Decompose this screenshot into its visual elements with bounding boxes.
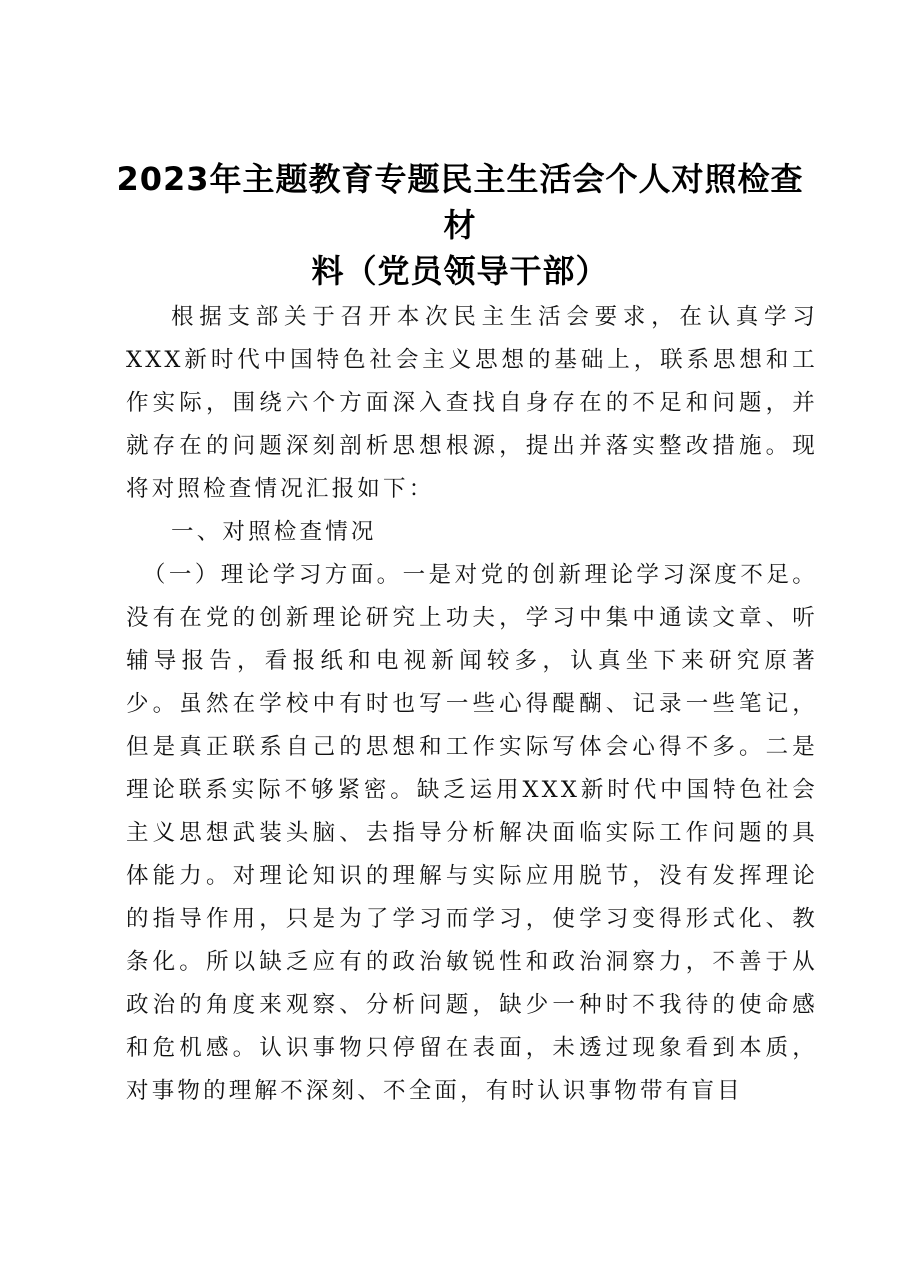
title-line-2: 料（党员领导干部） (311, 252, 609, 290)
intro-paragraph: 根据支部关于召开本次民主生活会要求，在认真学习XXX新时代中国特色社会主义思想的基础上，联系思想和工作实际，围绕六个方面深入查找自身存在的不足和问题，并就存在的问题深刻剖析思想根源，提出并落实整改措施。现将对照检查情况汇报如下： (126, 304, 818, 502)
title-line-1: 2023年主题教育专题民主生活会个人对照检查材 (116, 160, 804, 244)
theory-study-paragraph: （一）理论学习方面。一是对党的创新理论学习深度不足。没有在党的创新理论研究上功夫，学习中集中通读文章、听辅导报告，看报纸和电视新闻较多，认真坐下来研究原著少。虽然在学校中有时也写一些心得醍醐、记录一些笔记，但是真正联系自己的思想和工作实际写体会心得不多。二是理论联系实际不够紧密。缺乏运用XXX新时代中国特色社会主义思想武装头脑、去指导分析解决面临实际工作问题的具体能力。对理论知识的理解与实际应用脱节，没有发挥理论的指导作用，只是为了学习而学习，使学习变得形式化、教条化。所以缺乏应有的政治敏锐性和政治洞察力，不善于从政治的角度来观察、分析问题，缺少一种时不我待的使命感和危机感。认识事物只停留在表面，未透过现象看到本质，对事物的理解不深刻、不全面，有时认识事物带有盲目 (126, 562, 818, 1104)
section-heading: 一、对照检查情况 (171, 519, 377, 545)
document-title (110, 156, 810, 294)
document-body (126, 296, 818, 1113)
